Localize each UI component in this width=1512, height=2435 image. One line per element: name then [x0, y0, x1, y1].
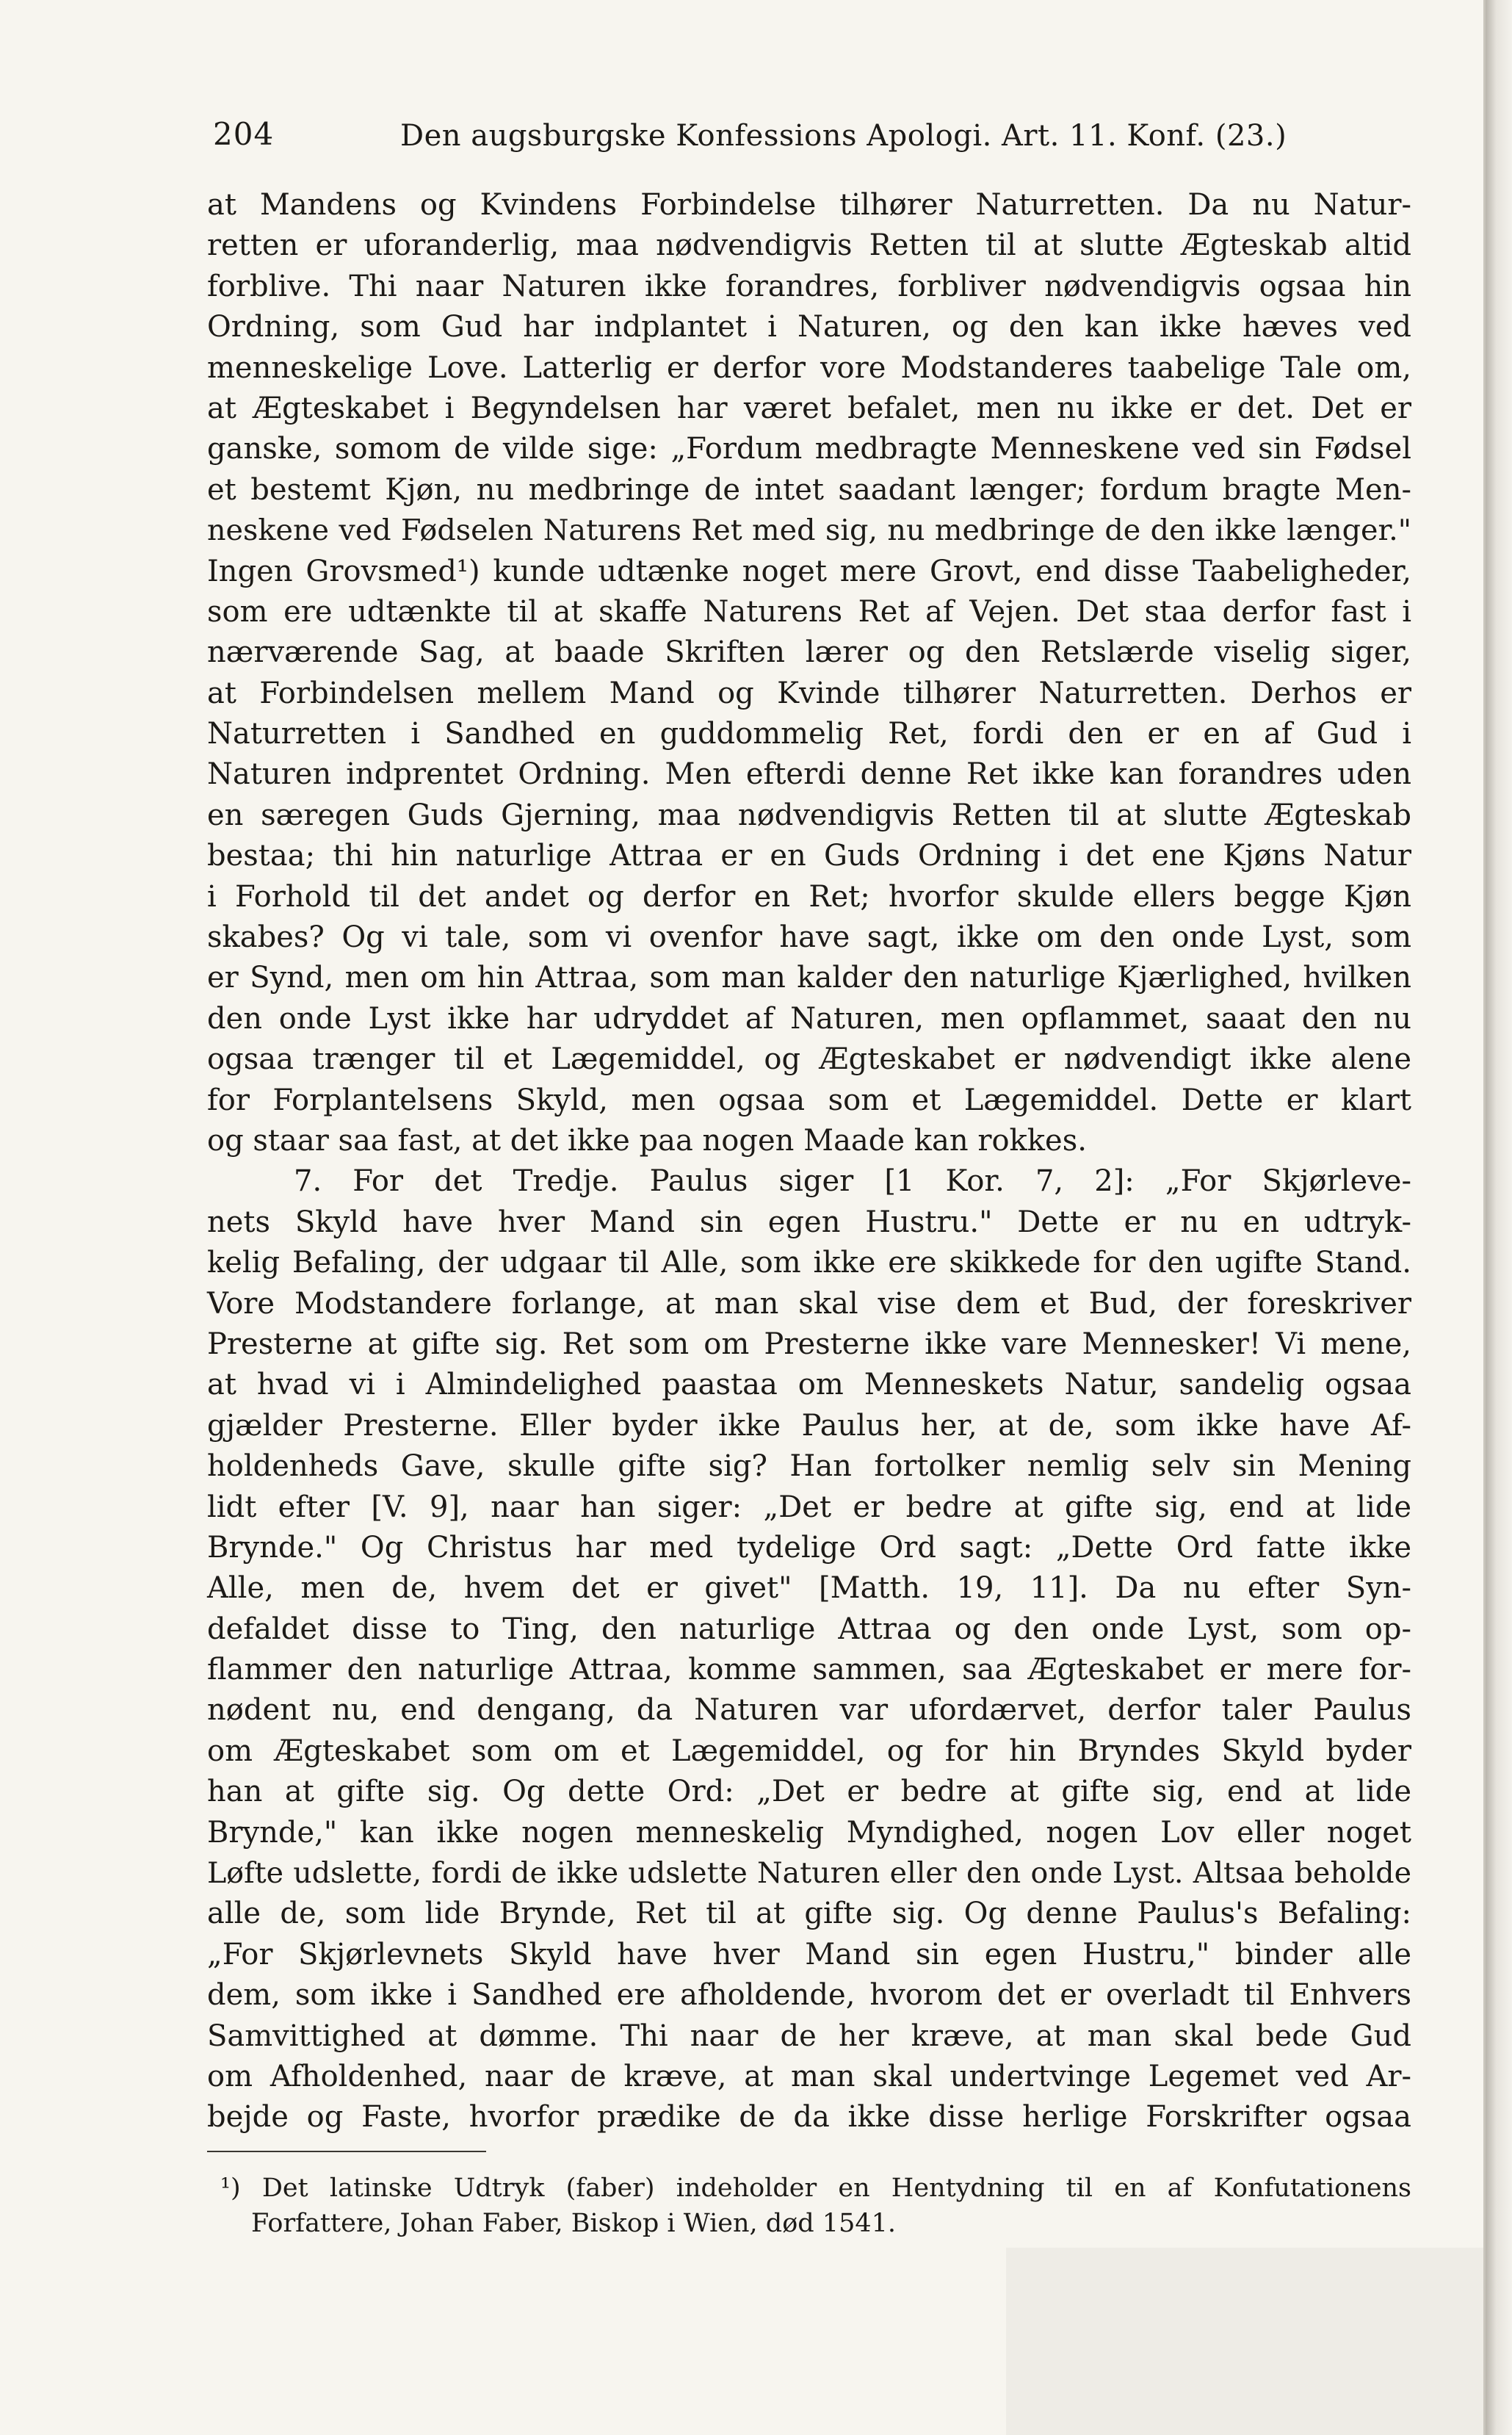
text-line: nets Skyld have hver Mand sin egen Hustru." Dette er nu en udtryk-: [207, 1205, 1411, 1239]
page-header: [213, 110, 1314, 169]
text-line: Ordning, som Gud har indplantet i Naturen, og den kan ikke hæves ved: [207, 310, 1411, 344]
text-line: Naturretten i Sandhed en guddommelig Ret, fordi den er en af Gud i: [207, 717, 1411, 751]
text-line: Alle, men de, hvem det er givet" [Matth. 19, 11]. Da nu efter Syn-: [207, 1571, 1411, 1606]
text-line: lidt efter [V. 9], naar han siger: „Det er bedre at gifte sig, end at lide: [207, 1490, 1411, 1524]
text-line: en særegen Guds Gjerning, maa nødvendigvis Retten til at slutte Ægteskab: [207, 798, 1411, 832]
text-line: nødent nu, end dengang, da Naturen var ufordærvet, derfor taler Paulus: [207, 1693, 1411, 1728]
text-line: dem, som ikke i Sandhed ere afholdende, hvorom det er overladt til Enhvers: [207, 1978, 1411, 2013]
text-line: nærværende Sag, at baade Skriften lærer og den Retslærde viselig siger,: [207, 635, 1411, 670]
text-line: neskene ved Fødselen Naturens Ret med sig, nu medbringe de den ikke længer.": [207, 513, 1411, 548]
text-line: at hvad vi i Almindelighed paastaa om Menneskets Natur, sandelig ogsaa: [207, 1368, 1411, 1402]
text-line: ogsaa trænger til et Lægemiddel, og Ægteskabet er nødvendigt ikke alene: [207, 1042, 1411, 1077]
text-line: et bestemt Kjøn, nu medbringe de intet saadant længer; fordum bragte Men-: [207, 472, 1411, 507]
text-line: bestaa; thi hin naturlige Attraa er en Guds Ordning i det ene Kjøns Natur: [207, 839, 1411, 873]
text-line: Løfte udslette, fordi de ikke udslette Naturen eller den onde Lyst. Altsaa beholde: [207, 1856, 1411, 1891]
text-line: Vore Modstandere forlange, at man skal vise dem et Bud, der foreskriver: [207, 1286, 1411, 1321]
body-text: [207, 185, 1411, 2138]
text-line: at Forbindelsen mellem Mand og Kvinde tilhører Naturretten. Derhos er: [207, 676, 1411, 710]
text-line: og staar saa fast, at det ikke paa nogen Maade kan rokkes.: [207, 1123, 1087, 1158]
text-line: defaldet disse to Ting, den naturlige Attraa og den onde Lyst, som op-: [207, 1612, 1411, 1646]
text-line: ganske, somom de vilde sige: „Fordum medbragte Menneskene ved sin Fødsel: [207, 432, 1411, 466]
text-line: menneskelige Love. Latterlig er derfor vore Modstanderes taabelige Tale om,: [207, 350, 1411, 385]
text-line: holdenheds Gave, skulle gifte sig? Han fortolker nemlig selv sin Mening: [207, 1449, 1411, 1484]
scan-margin-patch: [1006, 2248, 1483, 2435]
running-title: Den augsburgske Konfessions Apologi. Art. 11. Konf. (23.): [400, 119, 1287, 153]
text-line: om Ægteskabet som om et Lægemiddel, og for hin Bryndes Skyld byder: [207, 1734, 1411, 1768]
text-line: om Afholdenhed, naar de kræve, at man skal undertvinge Legemet ved Ar-: [207, 2059, 1411, 2093]
text-line: kelig Befaling, der udgaar til Alle, som ikke ere skikkede for den ugifte Stand.: [207, 1246, 1411, 1280]
text-line: at Ægteskabet i Begyndelsen har været befalet, men nu ikke er det. Det er: [207, 391, 1411, 425]
text-line: den onde Lyst ikke har udryddet af Naturen, men opflammet, saaat den nu: [207, 1001, 1411, 1036]
text-line: „For Skjørlevnets Skyld have hver Mand sin egen Hustru," binder alle: [207, 1937, 1411, 1972]
text-line: Naturen indprentet Ordning. Men efterdi denne Ret ikke kan forandres uden: [207, 757, 1411, 792]
text-line: forblive. Thi naar Naturen ikke forandres, forbliver nødvendigvis ogsaa hin: [207, 269, 1411, 303]
text-line: er Synd, men om hin Attraa, som man kalder den naturlige Kjærlighed, hvilken: [207, 961, 1411, 995]
text-line: for Forplantelsens Skyld, men ogsaa som et Lægemiddel. Dette er klart: [207, 1083, 1411, 1117]
text-line: Ingen Grovsmed¹) kunde udtænke noget mere Grovt, end disse Taabeligheder,: [207, 554, 1411, 588]
text-line: han at gifte sig. Og dette Ord: „Det er bedre at gifte sig, end at lide: [207, 1775, 1411, 1809]
text-line: Brynde." Og Christus har med tydelige Ord sagt: „Dette Ord fatte ikke: [207, 1530, 1411, 1565]
text-line: flammer den naturlige Attraa, komme sammen, saa Ægteskabet er mere for-: [207, 1653, 1411, 1687]
footnote: [207, 2171, 1411, 2241]
page-edge-shadow: [1486, 0, 1512, 2435]
page-number: 204: [213, 116, 275, 152]
text-line: retten er uforanderlig, maa nødvendigvis Retten til at slutte Ægteskab altid: [207, 228, 1411, 263]
text-line: at Mandens og Kvindens Forbindelse tilhører Naturretten. Da nu Natur-: [207, 188, 1411, 222]
text-line: Presterne at gifte sig. Ret som om Presterne ikke vare Mennesker! Vi mene,: [207, 1327, 1411, 1361]
paragraph-start-line: 7. For det Tredje. Paulus siger [1 Kor. 7, 2]: „For Skjørleve-: [294, 1164, 1411, 1199]
text-line: i Forhold til det andet og derfor en Ret; hvorfor skulde ellers begge Kjøn: [207, 879, 1411, 914]
footnote-line: ¹) Det latinske Udtryk (faber) indeholder en Hentydning til en af Konfutationens: [220, 2174, 1411, 2203]
footnote-line: Forfattere, Johan Faber, Biskop i Wien, død 1541.: [251, 2209, 897, 2238]
text-line: gjælder Presterne. Eller byder ikke Paulus her, at de, som ikke have Af-: [207, 1408, 1411, 1443]
text-line: skabes? Og vi tale, som vi ovenfor have sagt, ikke om den onde Lyst, som: [207, 920, 1411, 955]
text-line: som ere udtænkte til at skaffe Naturens Ret af Vejen. Det staa derfor fast i: [207, 594, 1411, 629]
text-line: alle de, som lide Brynde, Ret til at gifte sig. Og denne Paulus's Befaling:: [207, 1897, 1411, 1931]
text-line: bejde og Faste, hvorfor prædike de da ikke disse herlige Forskrifter ogsaa: [207, 2100, 1411, 2135]
text-line: Samvittighed at dømme. Thi naar de her kræve, at man skal bede Gud: [207, 2019, 1411, 2053]
footnote-divider: [207, 2151, 486, 2152]
text-line: Brynde," kan ikke nogen menneskelig Myndighed, nogen Lov eller noget: [207, 1815, 1411, 1850]
